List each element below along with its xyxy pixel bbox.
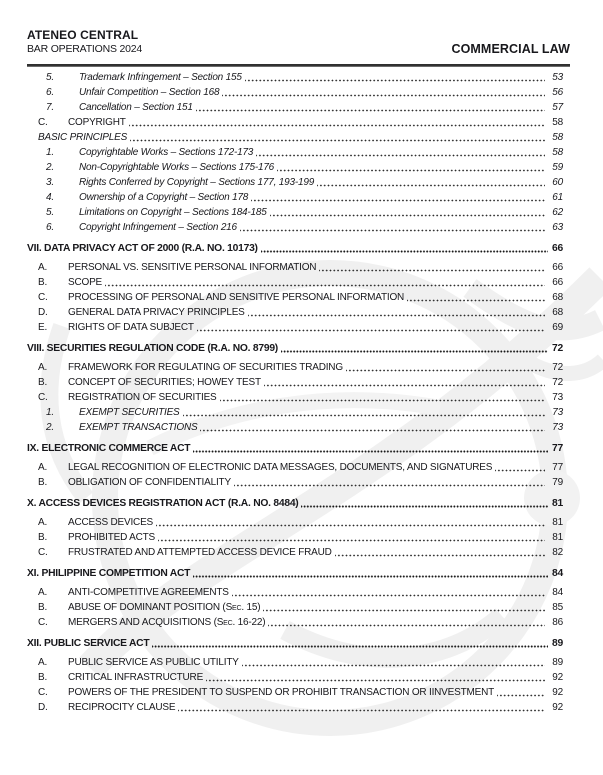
toc-row-title: MERGERS AND ACQUISITIONS (Sec. 16-22) bbox=[68, 617, 266, 628]
toc-dot-leader bbox=[158, 530, 545, 545]
toc-row bbox=[27, 175, 570, 190]
toc-row-label: A. bbox=[38, 462, 48, 473]
toc-row-title: Ownership of a Copyright – Section 178 bbox=[79, 192, 249, 203]
toc-row-label: C. bbox=[38, 617, 48, 628]
toc-dot-leader bbox=[222, 85, 545, 100]
toc-row-title: RECIPROCITY CLAUSE bbox=[68, 702, 176, 713]
toc-row-label: B. bbox=[38, 377, 48, 388]
toc-row bbox=[27, 115, 570, 130]
toc-row bbox=[27, 615, 570, 630]
toc-page-number: 85 bbox=[552, 602, 563, 613]
toc-row-title: Cancellation – Section 151 bbox=[79, 102, 193, 113]
org-name: ATENEO CENTRAL bbox=[27, 28, 139, 42]
toc-row bbox=[27, 515, 570, 530]
toc-row bbox=[27, 600, 570, 615]
toc-row bbox=[27, 275, 570, 290]
toc-dot-leader bbox=[264, 375, 545, 390]
toc-row-title: COPYRIGHT bbox=[68, 117, 126, 128]
toc-row-title: VIII. SECURITIES REGULATION CODE (R.A. NO. 8799) bbox=[27, 343, 278, 354]
toc-page-number: 77 bbox=[552, 462, 563, 473]
toc-row-title: BASIC PRINCIPLES bbox=[38, 132, 128, 143]
toc-dot-leader bbox=[129, 115, 545, 130]
toc-page-number: 62 bbox=[552, 207, 563, 218]
toc-row-title: POWERS OF THE PRESIDENT TO SUSPEND OR PROHIBIT TRANSACTION OR IINVESTMENT bbox=[68, 687, 495, 698]
toc-row-label: B. bbox=[38, 477, 48, 488]
toc-page-number: 89 bbox=[552, 657, 563, 668]
toc-dot-leader bbox=[277, 160, 545, 175]
toc-row bbox=[27, 685, 570, 700]
toc-row bbox=[27, 420, 570, 435]
toc-dot-leader bbox=[196, 100, 545, 115]
toc-row bbox=[27, 670, 570, 685]
toc-row bbox=[27, 390, 570, 405]
toc-page-number: 79 bbox=[552, 477, 563, 488]
toc-row-title: Trademark Infringement – Section 155 bbox=[79, 72, 242, 83]
toc-page-number: 73 bbox=[552, 407, 563, 418]
toc-row-label: 1. bbox=[46, 147, 54, 158]
toc-row-label: A. bbox=[38, 587, 48, 598]
toc-dot-leader bbox=[346, 360, 545, 375]
toc-row-label: 5. bbox=[46, 72, 54, 83]
toc-row-title: REGISTRATION OF SECURITIES bbox=[68, 392, 217, 403]
document-page bbox=[0, 28, 603, 775]
toc-dot-leader bbox=[495, 460, 545, 475]
toc-row bbox=[27, 260, 570, 275]
toc-row bbox=[27, 460, 570, 475]
toc-row-label: C. bbox=[38, 547, 48, 558]
toc-page-number: 68 bbox=[552, 307, 563, 318]
toc-row-title: Rights Conferred by Copyright – Sections 177, 193-199 bbox=[79, 177, 315, 188]
subject-title: COMMERCIAL LAW bbox=[451, 42, 570, 56]
toc-row-title: PROCESSING OF PERSONAL AND SENSITIVE PERSONAL INFORMATION bbox=[68, 292, 405, 303]
toc-row-title: CRITICAL INFRASTRUCTURE bbox=[68, 672, 204, 683]
toc-row-label: B. bbox=[38, 277, 48, 288]
toc-page-number: 84 bbox=[552, 587, 563, 598]
toc-row bbox=[27, 100, 570, 115]
toc-row bbox=[27, 375, 570, 390]
toc-page-number: 81 bbox=[552, 498, 563, 509]
toc-dot-leader bbox=[245, 70, 545, 85]
toc-row bbox=[27, 496, 570, 511]
toc-row-title: FRAMEWORK FOR REGULATING OF SECURITIES TRADING bbox=[68, 362, 343, 373]
toc-page-number: 58 bbox=[552, 147, 563, 158]
table-of-contents bbox=[27, 70, 570, 715]
toc-row-title: Copyrightable Works – Sections 172-173 bbox=[79, 147, 254, 158]
toc-row-label: 4. bbox=[46, 192, 54, 203]
toc-row bbox=[27, 130, 570, 145]
toc-row bbox=[27, 305, 570, 320]
toc-row-label: A. bbox=[38, 657, 48, 668]
toc-dot-leader bbox=[156, 515, 545, 530]
toc-row-label: A. bbox=[38, 517, 48, 528]
toc-row-label: 2. bbox=[46, 162, 54, 173]
toc-page-number: 84 bbox=[552, 568, 563, 579]
toc-page-number: 92 bbox=[552, 702, 563, 713]
toc-page-number: 63 bbox=[552, 222, 563, 233]
toc-row-title: OBLIGATION OF CONFIDENTIALITY bbox=[68, 477, 231, 488]
toc-row bbox=[27, 441, 570, 456]
toc-row-title: XII. PUBLIC SERVICE ACT bbox=[27, 638, 150, 649]
toc-row-title: GENERAL DATA PRIVACY PRINCIPLES bbox=[68, 307, 245, 318]
toc-row-label: 7. bbox=[46, 102, 54, 113]
toc-dot-leader bbox=[256, 145, 545, 160]
toc-page-number: 66 bbox=[552, 277, 563, 288]
toc-dot-leader bbox=[497, 685, 545, 700]
toc-row bbox=[27, 341, 570, 356]
toc-dot-leader bbox=[220, 390, 545, 405]
toc-page-number: 68 bbox=[552, 292, 563, 303]
toc-dot-leader bbox=[232, 585, 545, 600]
toc-page-number: 72 bbox=[552, 362, 563, 373]
toc-dot-leader bbox=[183, 405, 545, 420]
toc-row bbox=[27, 190, 570, 205]
toc-row-title: FRUSTRATED AND ATTEMPTED ACCESS DEVICE FRAUD bbox=[68, 547, 332, 558]
toc-row-title: X. ACCESS DEVICES REGISTRATION ACT (R.A. NO. 8484) bbox=[27, 498, 299, 509]
toc-page-number: 89 bbox=[552, 638, 563, 649]
toc-row-title: Non-Copyrightable Works – Sections 175-176 bbox=[79, 162, 275, 173]
toc-row bbox=[27, 320, 570, 335]
toc-row-label: 2. bbox=[46, 422, 54, 433]
toc-page-number: 92 bbox=[552, 672, 563, 683]
toc-page-number: 69 bbox=[552, 322, 563, 333]
toc-page-number: 81 bbox=[552, 532, 563, 543]
toc-row-title: SCOPE bbox=[68, 277, 103, 288]
toc-row bbox=[27, 475, 570, 490]
toc-row-label: 1. bbox=[46, 407, 54, 418]
toc-row-title: Unfair Competition – Section 168 bbox=[79, 87, 220, 98]
header-rule bbox=[27, 64, 570, 67]
toc-row-label: 6. bbox=[46, 87, 54, 98]
toc-row-label: A. bbox=[38, 362, 48, 373]
toc-page-number: 73 bbox=[552, 422, 563, 433]
toc-dot-leader bbox=[251, 190, 545, 205]
toc-page-number: 81 bbox=[552, 517, 563, 528]
toc-row-title: ACCESS DEVICES bbox=[68, 517, 154, 528]
toc-page-number: 92 bbox=[552, 687, 563, 698]
toc-page-number: 86 bbox=[552, 617, 563, 628]
toc-row-label: B. bbox=[38, 532, 48, 543]
toc-dot-leader bbox=[281, 341, 548, 356]
toc-row bbox=[27, 220, 570, 235]
toc-row-label: B. bbox=[38, 602, 48, 613]
toc-dot-leader bbox=[105, 275, 545, 290]
toc-row-label: 6. bbox=[46, 222, 54, 233]
toc-row-title: PROHIBITED ACTS bbox=[68, 532, 156, 543]
toc-row bbox=[27, 160, 570, 175]
toc-row bbox=[27, 636, 570, 651]
toc-row-title: EXEMPT TRANSACTIONS bbox=[79, 422, 198, 433]
toc-dot-leader bbox=[270, 205, 545, 220]
toc-dot-leader bbox=[152, 636, 548, 651]
toc-row-title: CONCEPT OF SECURITIES; HOWEY TEST bbox=[68, 377, 261, 388]
toc-row-title: VII. DATA PRIVACY ACT OF 2000 (R.A. NO. 10173) bbox=[27, 243, 258, 254]
toc-row-title: PERSONAL VS. SENSITIVE PERSONAL INFORMATION bbox=[68, 262, 317, 273]
toc-dot-leader bbox=[317, 175, 545, 190]
toc-dot-leader bbox=[197, 320, 545, 335]
toc-row-label: C. bbox=[38, 292, 48, 303]
toc-row bbox=[27, 700, 570, 715]
org-subtitle: BAR OPERATIONS 2024 bbox=[27, 43, 143, 55]
toc-row-label: D. bbox=[38, 702, 48, 713]
toc-row-title: XI. PHILIPPINE COMPETITION ACT bbox=[27, 568, 191, 579]
toc-row-label: 5. bbox=[46, 207, 54, 218]
toc-page-number: 82 bbox=[552, 547, 563, 558]
toc-dot-leader bbox=[263, 600, 545, 615]
toc-row-title: LEGAL RECOGNITION OF ELECTRONIC DATA MESSAGES, DOCUMENTS, AND SIGNATURES bbox=[68, 462, 493, 473]
toc-dot-leader bbox=[206, 670, 545, 685]
toc-page-number: 66 bbox=[552, 243, 563, 254]
toc-dot-leader bbox=[242, 655, 545, 670]
toc-row-title: RIGHTS OF DATA SUBJECT bbox=[68, 322, 194, 333]
toc-row-title: EXEMPT SECURITIES bbox=[79, 407, 180, 418]
toc-row bbox=[27, 145, 570, 160]
toc-row-label: C. bbox=[38, 687, 48, 698]
org-block bbox=[27, 28, 142, 56]
toc-row bbox=[27, 566, 570, 581]
toc-row bbox=[27, 530, 570, 545]
toc-dot-leader bbox=[234, 475, 545, 490]
toc-dot-leader bbox=[261, 241, 548, 256]
toc-dot-leader bbox=[335, 545, 545, 560]
toc-row-label: E. bbox=[38, 322, 48, 333]
toc-dot-leader bbox=[193, 441, 548, 456]
toc-row bbox=[27, 545, 570, 560]
toc-page-number: 53 bbox=[552, 72, 563, 83]
toc-row bbox=[27, 585, 570, 600]
toc-page-number: 66 bbox=[552, 262, 563, 273]
toc-page-number: 56 bbox=[552, 87, 563, 98]
toc-row bbox=[27, 241, 570, 256]
toc-page-number: 77 bbox=[552, 443, 563, 454]
toc-row-label: D. bbox=[38, 307, 48, 318]
toc-dot-leader bbox=[178, 700, 545, 715]
toc-page-number: 60 bbox=[552, 177, 563, 188]
toc-row bbox=[27, 70, 570, 85]
toc-dot-leader bbox=[301, 496, 548, 511]
toc-row-title: ABUSE OF DOMINANT POSITION (Sec. 15) bbox=[68, 602, 261, 613]
toc-row-title: Limitations on Copyright – Sections 184-185 bbox=[79, 207, 267, 218]
toc-row-label: C. bbox=[38, 392, 48, 403]
toc-row-label: 3. bbox=[46, 177, 54, 188]
toc-row bbox=[27, 290, 570, 305]
toc-dot-leader bbox=[130, 130, 545, 145]
toc-row bbox=[27, 360, 570, 375]
toc-dot-leader bbox=[200, 420, 545, 435]
toc-page-number: 73 bbox=[552, 392, 563, 403]
toc-page-number: 58 bbox=[552, 117, 563, 128]
toc-page-number: 57 bbox=[552, 102, 563, 113]
toc-row-label: C. bbox=[38, 117, 48, 128]
toc-row-title: PUBLIC SERVICE AS PUBLIC UTILITY bbox=[68, 657, 239, 668]
toc-dot-leader bbox=[268, 615, 545, 630]
document-header bbox=[27, 28, 570, 56]
toc-row-title: ANTI-COMPETITIVE AGREEMENTS bbox=[68, 587, 229, 598]
toc-page-number: 72 bbox=[552, 343, 563, 354]
toc-row bbox=[27, 405, 570, 420]
toc-dot-leader bbox=[193, 566, 548, 581]
toc-page-number: 72 bbox=[552, 377, 563, 388]
toc-dot-leader bbox=[240, 220, 545, 235]
toc-dot-leader bbox=[407, 290, 545, 305]
toc-page-number: 58 bbox=[552, 132, 563, 143]
toc-page-number: 59 bbox=[552, 162, 563, 173]
toc-row bbox=[27, 655, 570, 670]
toc-page-number: 61 bbox=[552, 192, 563, 203]
toc-row-title: IX. ELECTRONIC COMMERCE ACT bbox=[27, 443, 191, 454]
toc-row bbox=[27, 205, 570, 220]
toc-row-label: A. bbox=[38, 262, 48, 273]
toc-row-title: Copyright Infringement – Section 216 bbox=[79, 222, 237, 233]
toc-dot-leader bbox=[248, 305, 545, 320]
toc-dot-leader bbox=[319, 260, 545, 275]
toc-row bbox=[27, 85, 570, 100]
toc-row-label: B. bbox=[38, 672, 48, 683]
